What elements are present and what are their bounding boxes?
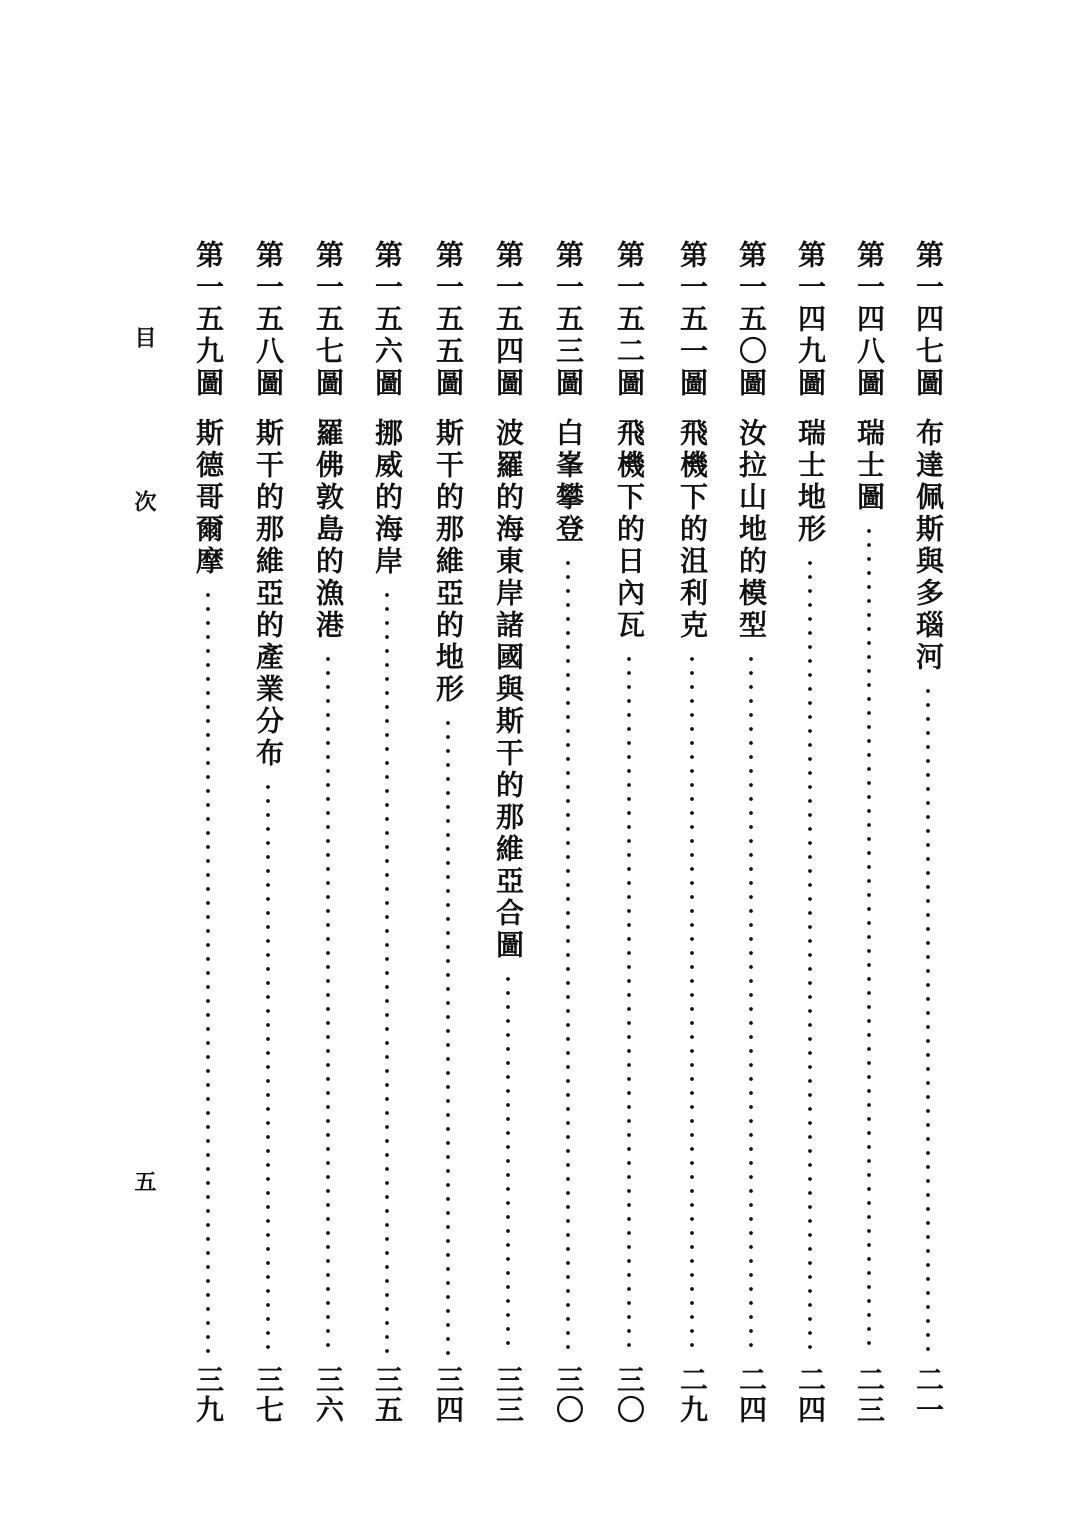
figure-number: 第一五三圖	[552, 240, 585, 400]
figure-title: 挪威的海岸	[371, 418, 404, 578]
running-header-mu: 目	[131, 326, 157, 348]
page-number: 三七	[252, 1365, 285, 1425]
page-number: 三六	[312, 1365, 345, 1425]
toc-entry	[425, 240, 471, 1495]
figure-number: 第一五九圖	[192, 240, 225, 400]
toc-entry	[305, 240, 351, 1495]
page-number: 二三	[853, 1365, 886, 1425]
figure-title: 白峯攀登	[552, 418, 585, 546]
figure-title: 瑞士圖	[853, 418, 886, 514]
dot-leader	[265, 780, 271, 1355]
dot-leader	[626, 652, 632, 1355]
dot-leader	[689, 652, 695, 1355]
toc-entry	[905, 240, 951, 1495]
figure-number: 第一五一圖	[676, 240, 709, 400]
figure-number: 第一五八圖	[252, 240, 285, 400]
figure-title: 瑞士地形	[794, 418, 827, 546]
toc-entry	[245, 240, 291, 1495]
dot-leader	[205, 588, 211, 1355]
toc-entry	[185, 240, 231, 1495]
figure-title: 飛機下的日內瓦	[613, 418, 646, 642]
dot-leader	[384, 588, 390, 1355]
dot-leader	[807, 556, 813, 1355]
dot-leader	[505, 972, 511, 1355]
page-number: 二九	[676, 1365, 709, 1425]
page-number: 三四	[432, 1365, 465, 1425]
page-number: 三九	[192, 1365, 225, 1425]
figure-title: 飛機下的沮利克	[676, 418, 709, 642]
page-number: 二四	[794, 1365, 827, 1425]
figure-title: 汝拉山地的模型	[735, 418, 768, 642]
dot-leader	[866, 524, 872, 1355]
page-number: 二一	[912, 1365, 945, 1425]
dot-leader	[748, 652, 754, 1355]
page-number: 三五	[371, 1365, 404, 1425]
running-header-ci: 次	[131, 490, 157, 512]
page-number: 二四	[735, 1365, 768, 1425]
figure-number: 第一五七圖	[312, 240, 345, 400]
figure-number: 第一五六圖	[371, 240, 404, 400]
folio-number: 五	[131, 1170, 157, 1192]
figure-title: 羅佛敦島的漁港	[312, 418, 345, 642]
figure-number: 第一四八圖	[853, 240, 886, 400]
toc-entry	[787, 240, 833, 1495]
toc-entry	[728, 240, 774, 1495]
page-number: 三〇	[613, 1365, 646, 1425]
figure-number: 第一五五圖	[432, 240, 465, 400]
toc-entry	[364, 240, 410, 1495]
figure-title: 斯干的那維亞的產業分布	[252, 418, 285, 770]
dot-leader	[925, 684, 931, 1355]
toc-entry	[545, 240, 591, 1495]
figure-title: 斯干的那維亞的地形	[432, 418, 465, 706]
figure-number: 第一五二圖	[613, 240, 646, 400]
figure-number: 第一五四圖	[492, 240, 525, 400]
page-number: 三〇	[552, 1365, 585, 1425]
toc-entry	[485, 240, 531, 1495]
figure-number: 第一四九圖	[794, 240, 827, 400]
figure-title: 波羅的海東岸諸國與斯干的那維亞合圖	[492, 418, 525, 962]
figure-title: 斯德哥爾摩	[192, 418, 225, 578]
toc-entry	[669, 240, 715, 1495]
toc-entry	[606, 240, 652, 1495]
figure-number: 第一五〇圖	[735, 240, 768, 400]
dot-leader	[325, 652, 331, 1355]
figure-title: 布達佩斯與多瑙河	[912, 418, 945, 674]
dot-leader	[445, 716, 451, 1355]
dot-leader	[565, 556, 571, 1355]
figure-number: 第一四七圖	[912, 240, 945, 400]
toc-entry	[846, 240, 892, 1495]
page-number: 三三	[492, 1365, 525, 1425]
